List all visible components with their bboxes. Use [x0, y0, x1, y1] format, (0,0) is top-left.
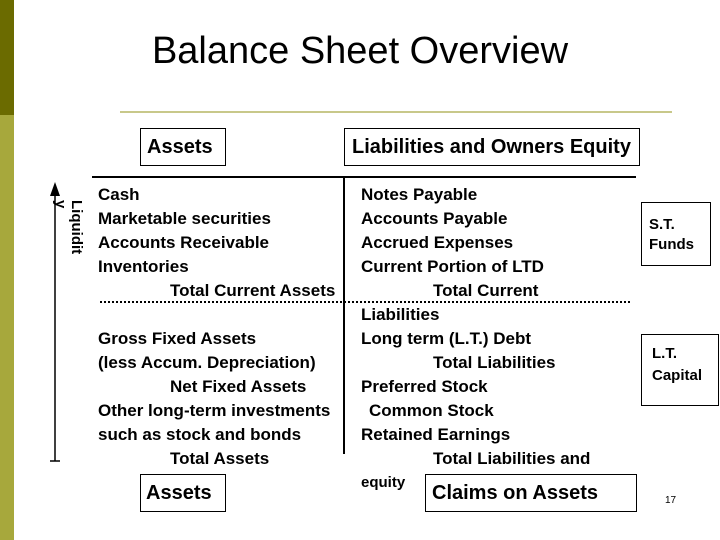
- t-account-top-line: [92, 176, 636, 178]
- net-fixed-assets: Net Fixed Assets: [170, 377, 307, 396]
- asset-accounts-receivable: Accounts Receivable: [98, 233, 270, 252]
- total-liabilities-equity-2: equity: [361, 474, 406, 491]
- liabilities-header: Liabilities and Owners Equity: [352, 136, 631, 158]
- total-assets: Total Assets: [170, 449, 270, 468]
- slide-title: Balance Sheet Overview: [151, 30, 569, 72]
- sidebar-accent-lower: [0, 115, 14, 540]
- asset-other-investments: Other long-term investments: [98, 401, 331, 420]
- total-current-liabilities-2: Liabilities: [361, 305, 440, 324]
- title-rule: [120, 111, 672, 113]
- asset-inventories: Inventories: [98, 257, 189, 276]
- asset-gross-fixed: Gross Fixed Assets: [98, 329, 257, 348]
- asset-cash: Cash: [98, 185, 140, 204]
- total-current-liabilities: Total Current: [433, 281, 539, 300]
- assets-header: Assets: [147, 136, 213, 158]
- total-current-assets: Total Current Assets: [170, 281, 336, 300]
- liab-current-portion-ltd: Current Portion of LTD: [361, 257, 544, 276]
- equity-preferred-stock: Preferred Stock: [361, 377, 488, 396]
- lt-capital-label: L.T. Capital: [652, 345, 703, 384]
- equity-retained-earnings: Retained Earnings: [361, 425, 511, 444]
- liquidity-label-text: Liquidit y: [52, 200, 85, 255]
- asset-stock-bonds: such as stock and bonds: [98, 425, 302, 444]
- asset-accum-depreciation: (less Accum. Depreciation): [98, 353, 316, 372]
- asset-marketable-securities: Marketable securities: [98, 209, 271, 228]
- liab-accounts-payable: Accounts Payable: [361, 209, 508, 228]
- total-liabilities: Total Liabilities: [433, 353, 556, 372]
- st-funds-label: S.T. Funds: [649, 216, 694, 253]
- footer-assets: Assets: [146, 482, 212, 504]
- liab-accrued-expenses: Accrued Expenses: [361, 233, 514, 252]
- liquidity-label: [52, 200, 84, 254]
- page-number: 17: [665, 495, 677, 506]
- liab-notes-payable: Notes Payable: [361, 185, 478, 204]
- equity-common-stock: Common Stock: [369, 401, 494, 420]
- t-account-divider: [343, 176, 345, 454]
- liab-long-term-debt: Long term (L.T.) Debt: [361, 329, 531, 348]
- footer-claims: Claims on Assets: [432, 482, 598, 504]
- total-liabilities-equity: Total Liabilities and: [433, 449, 591, 468]
